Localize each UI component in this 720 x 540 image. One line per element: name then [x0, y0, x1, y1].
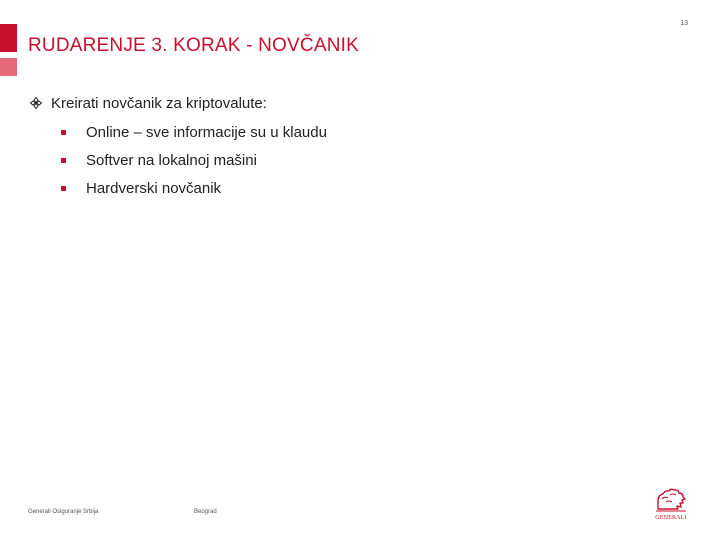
diamond-bullet-icon	[30, 97, 42, 109]
sub-bullet-text: Softver na lokalnoj mašini	[86, 151, 257, 169]
square-bullet-icon	[61, 158, 66, 163]
main-bullet	[30, 93, 670, 113]
footer-city: Beograd	[194, 509, 217, 515]
slide-number: 13	[680, 20, 688, 27]
square-bullet-icon	[61, 186, 66, 191]
logo-wordmark: GENERALI	[655, 515, 687, 521]
slide-title: RUDARENJE 3. KORAK - NOVČANIK	[28, 35, 359, 56]
sub-bullet-online	[61, 122, 670, 142]
sub-bullet-hardware	[61, 178, 670, 198]
accent-bar-top	[0, 24, 17, 52]
generali-lion-icon	[652, 487, 690, 513]
square-bullet-icon	[61, 130, 66, 135]
sub-bullet-software	[61, 150, 670, 170]
sub-bullet-text: Hardverski novčanik	[86, 179, 222, 197]
sub-bullet-text: Online – sve informacije su u klaudu	[86, 123, 327, 141]
footer-company: Generali Osiguranje Srbija	[28, 509, 99, 515]
main-bullet-text: Kreirati novčanik za kriptovalute:	[51, 94, 267, 112]
slide-content	[30, 93, 670, 198]
accent-bar-bottom	[0, 58, 17, 76]
generali-logo	[652, 487, 690, 521]
